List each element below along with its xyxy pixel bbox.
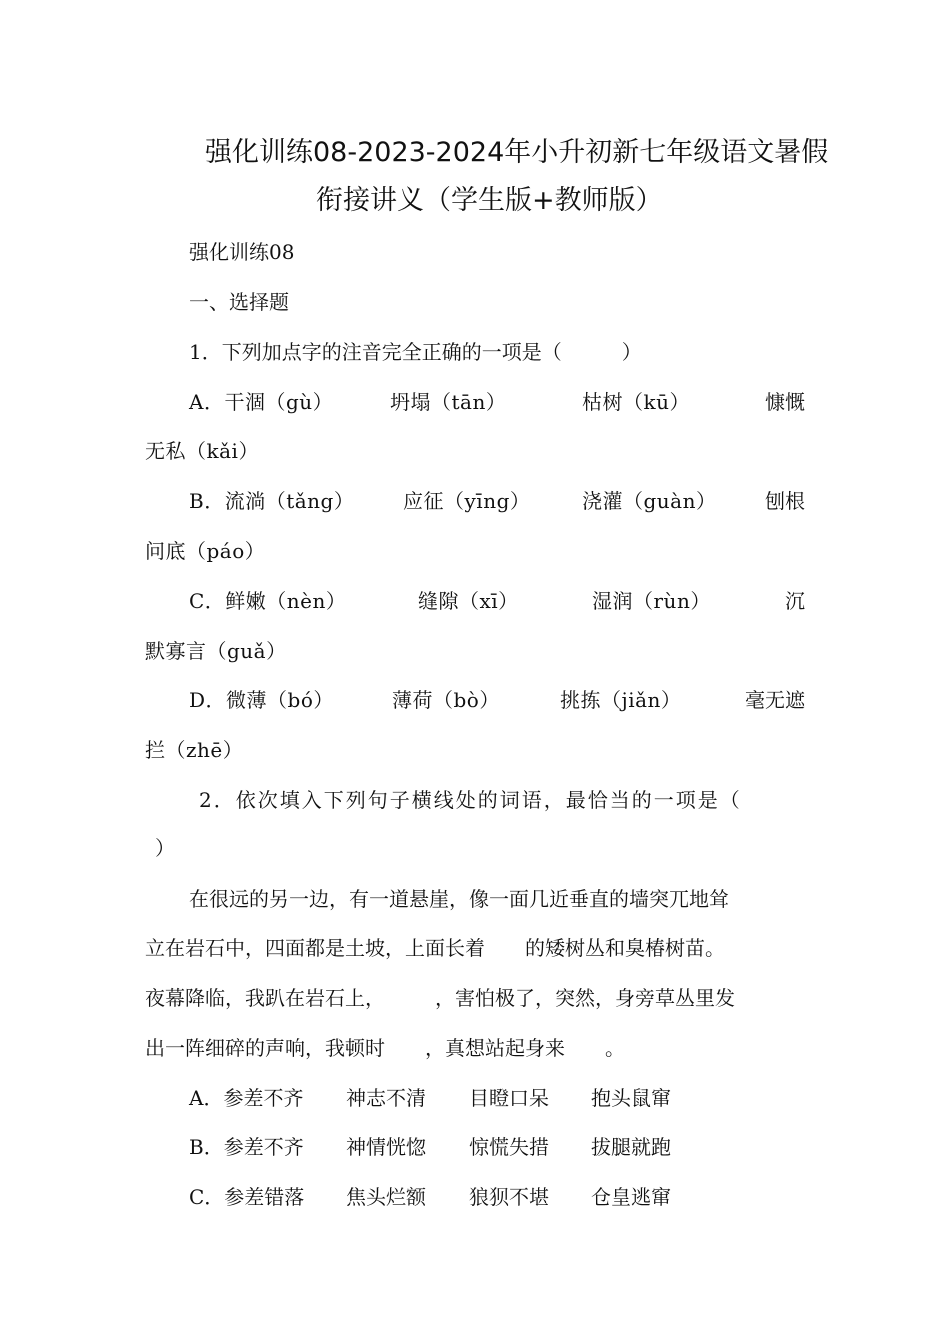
q1-option-d-continuation: 拦（zhē）: [145, 738, 244, 762]
q2-passage-line-4: 出一阵细碎的声响，我顿时 ，真想站起身来 。: [145, 1036, 625, 1060]
q1-option-c-cell-4: 沉: [785, 589, 805, 613]
question-2-stem-end: ）: [155, 836, 175, 860]
q1-option-b-cell-4: 刨根: [765, 489, 805, 513]
q1-option-d-cell-3: 挑拣（jiǎn）: [560, 688, 682, 712]
q2-option-a-cell-2: 神志不清: [346, 1086, 426, 1110]
section-label: 强化训练08: [189, 240, 295, 264]
part-heading: 一、选择题: [189, 290, 289, 314]
question-2-stem: 2．依次填入下列句子横线处的词语，最恰当的一项是（: [199, 788, 742, 812]
q2-option-c-cell-3: 狼狈不堪: [469, 1185, 549, 1209]
question-1-stem: 1．下列加点字的注音完全正确的一项是（ ）: [189, 340, 642, 364]
q1-option-a-cell-2: 坍塌（tān）: [390, 390, 507, 414]
q1-option-d-cell-2: 薄荷（bò）: [392, 688, 500, 712]
q1-option-a-cell-3: 枯树（kū）: [582, 390, 690, 414]
q2-option-b-cell-1: B．参差不齐: [189, 1135, 304, 1159]
q2-option-c-cell-4: 仓皇逃窜: [591, 1185, 671, 1209]
q1-option-c-cell-2: 缝隙（xī）: [418, 589, 519, 613]
q2-passage-line-2: 立在岩石中，四面都是土坡，上面长着 的矮树丛和臭椿树苗。: [145, 936, 725, 960]
q2-option-c-cell-1: C．参差错落: [189, 1185, 305, 1209]
q1-option-b-continuation: 问底（páo）: [145, 539, 266, 563]
q1-option-a-cell-1: A．干涸（gù）: [189, 390, 334, 414]
q1-option-d-cell-1: D．微薄（bó）: [189, 688, 334, 712]
q2-option-b-cell-3: 惊慌失措: [469, 1135, 549, 1159]
q2-option-a-cell-1: A．参差不齐: [189, 1086, 304, 1110]
q1-option-d-cell-4: 毫无遮: [745, 688, 805, 712]
q1-option-b-cell-3: 浇灌（guàn）: [582, 489, 717, 513]
q1-option-c-cell-1: C．鲜嫩（nèn）: [189, 589, 347, 613]
q2-option-a-cell-3: 目瞪口呆: [469, 1086, 549, 1110]
q1-option-b-cell-2: 应征（yīng）: [403, 489, 531, 513]
q2-passage-line-1: 在很远的另一边，有一道悬崖，像一面几近垂直的墙突兀地耸: [189, 887, 729, 911]
q2-option-c-cell-2: 焦头烂额: [346, 1185, 426, 1209]
q1-option-a-continuation: 无私（kǎi）: [145, 439, 259, 463]
document-title-line-1: 强化训练08-2023-2024年小升初新七年级语文暑假: [205, 137, 829, 168]
q1-option-b-cell-1: B．流淌（tǎng）: [189, 489, 355, 513]
q1-option-c-continuation: 默寡言（guǎ）: [145, 639, 287, 663]
q2-option-b-cell-2: 神情恍惚: [346, 1135, 426, 1159]
q1-option-a-cell-4: 慷慨: [765, 390, 805, 414]
q1-option-c-cell-3: 湿润（rùn）: [592, 589, 711, 613]
q2-option-b-cell-4: 拔腿就跑: [591, 1135, 671, 1159]
q2-passage-line-3: 夜幕降临，我趴在岩石上， ，害怕极了，突然，身旁草丛里发: [145, 986, 735, 1010]
q2-option-a-cell-4: 抱头鼠窜: [591, 1086, 671, 1110]
document-title-line-2: 衔接讲义（学生版+教师版）: [316, 185, 663, 216]
